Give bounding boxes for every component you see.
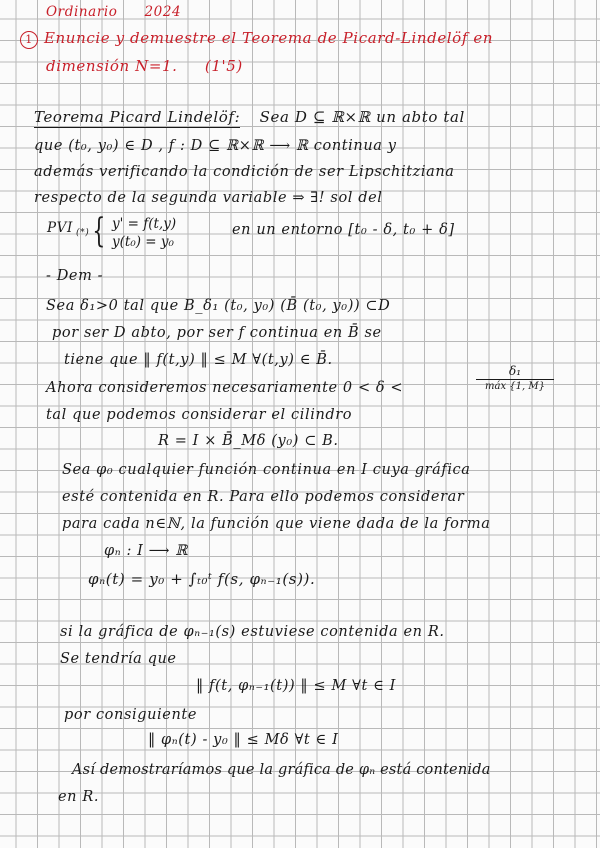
question-text-1: Enuncie y demuestre el Teorema de Picard-Lindelöf en [44,29,494,47]
proof-line-11: φₙ(t) = y₀ + ∫ₜ₀ᵗ f(s, φₙ₋₁(s)). [88,570,316,588]
proof-line-6: R = I × B̄_Mδ (y₀) ⊂ B. [158,433,339,449]
question-points: (1'5) [204,57,243,75]
proof-line-9: para cada n∈ℕ, la función que viene dada de la forma [62,516,491,532]
proof-line-4: Ahora consideremos necesariamente 0 < δ < [46,380,404,396]
proof-line-13: Se tendría que [60,651,177,667]
pvi-marker: (*) [76,228,90,238]
proof-line-12: si la gráfica de φₙ₋₁(s) estuviese contenida en R. [60,624,445,640]
proof-line-10: φₙ : I ⟶ ℝ [104,543,188,559]
proof-heading: - Dem - [46,268,104,284]
theorem-line-5: en un entorno [t₀ - δ, t₀ + δ] [232,222,455,238]
pvi-equation-1: y' = f(t,y) [112,216,177,232]
proof-line-8: esté contenida en R. Para ello podemos considerar [62,489,465,505]
exam-year: 2024 [144,4,182,20]
pvi-system [112,215,176,251]
proof-line-18: en R. [58,789,100,805]
theorem-text-1: Sea D ⊆ ℝ×ℝ un abto tal [259,108,465,126]
pvi-equation-2: y(t₀) = y₀ [112,234,174,250]
exam-tag [46,4,181,20]
question-line-2 [46,57,243,75]
system-brace: { [92,211,106,251]
proof-line-2: por ser D abto, por ser f continua en B̄ se [52,325,382,341]
proof-line-15: por consiguiente [64,707,198,723]
question-number-circle: 1 [20,31,38,49]
theorem-line-3: además verificando la condición de ser Lipschitziana [34,164,455,180]
fraction-denominator: máx {1, M} [485,381,545,392]
pvi-label: PVI [47,220,73,236]
proof-line-14: ‖ f(t, φₙ₋₁(t)) ‖ ≤ M ∀t ∈ I [196,678,396,694]
proof-line-16: ‖ φₙ(t) - y₀ ‖ ≤ Mδ ∀t ∈ I [148,732,339,748]
fraction-numerator: δ₁ [476,364,554,380]
theorem-title: Teorema Picard Lindelöf: [34,108,241,126]
proof-line-17: Así demostraríamos que la gráfica de φₙ está contenida [72,762,491,778]
theorem-line-4: respecto de la segunda variable ⇒ ∃! sol del [34,190,383,206]
proof-line-7: Sea φ₀ cualquier función continua en I cuya gráfica [62,462,471,478]
exam-session: Ordinario [46,4,118,20]
question-line-1 [20,29,493,49]
theorem-line-1 [34,108,465,126]
question-text-2: dimensión N=1. [46,57,178,75]
theorem-line-2: que (t₀, y₀) ∈ D , f : D ⊆ ℝ×ℝ ⟶ ℝ continua y [34,138,397,154]
delta-bound-fraction [476,364,554,392]
proof-line-3: tiene que ‖ f(t,y) ‖ ≤ M ∀(t,y) ∈ B̄. [64,352,333,368]
proof-line-1: Sea δ₁>0 tal que B_δ₁ (t₀, y₀) (B̄ (t₀, y₀)) ⊂D [46,298,391,314]
proof-line-5: tal que podemos considerar el cilindro [46,407,353,423]
